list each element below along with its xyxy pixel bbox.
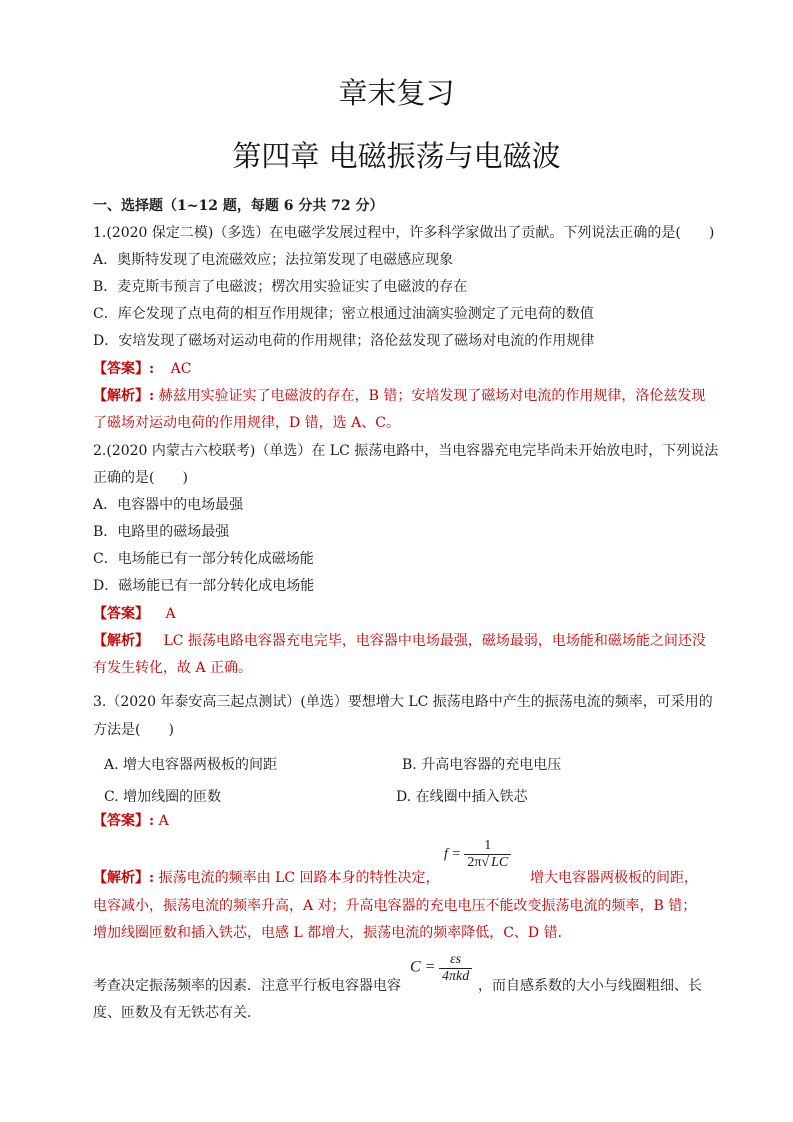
q2-analysis-1: [93, 631, 706, 651]
q2-answer-label: 【答案】: [93, 606, 149, 622]
q2-stem-1: 2.(2020 内蒙古六校联考)（单选）在 LC 振荡电路中，当电容器充电完毕尚未开始放电时，下列说法: [93, 443, 719, 459]
formula-f-denominator: 2π√ LC: [464, 854, 511, 871]
q1-analysis-1: [93, 386, 705, 406]
q3-note-2: 度、匝数及有无铁芯有关．: [93, 1005, 261, 1021]
formula-c-fraction: [439, 952, 472, 985]
q1-option-a: A．奥斯特发现了电流磁效应；法拉第发现了电磁感应现象: [93, 252, 454, 268]
q3-option-d: D. 在线圈中插入铁芯: [396, 789, 528, 805]
q1-answer: [93, 359, 191, 379]
q1-option-c: C．库仑发现了点电荷的相互作用规律；密立根通过油滴实验测定了元电荷的数值: [93, 306, 594, 322]
q2-stem-2: 正确的是( ): [93, 470, 188, 486]
q1-analysis-text-1: 赫兹用实验证实了电磁波的存在，B 错；安培发现了磁场对电流的作用规律，洛伦兹发现: [158, 388, 706, 404]
q3-stem-1: 3.（2020 年泰安高三起点测试）(单选）要想增大 LC 振荡电路中产生的振荡电流的频率，可采用的: [93, 694, 713, 710]
formula-c-lhs: C =: [410, 958, 436, 976]
q3-analysis-3: 增加线圈匝数和插入铁芯，电感 L 都增大，振荡电流的频率降低，C、D 错．: [93, 925, 572, 941]
q1-analysis-label: 【解析】:: [93, 388, 155, 404]
q2-analysis-2: 有发生转化，故 A 正确。: [93, 660, 253, 676]
q2-answer-value: A: [165, 606, 176, 622]
page-title: 章末复习: [338, 76, 455, 110]
chapter-title: 第四章 电磁振荡与电磁波: [232, 139, 561, 173]
q3-answer-value: A: [158, 813, 169, 829]
q2-option-a: A．电容器中的电场最强: [93, 497, 244, 513]
q3-answer-label: 【答案】:: [93, 813, 155, 829]
q2-option-b: B．电路里的磁场最强: [93, 524, 230, 540]
formula-f-lhs: f =: [444, 846, 461, 862]
q3-note-1a: 考查决定振荡频率的因素．注意平行板电容器电容: [93, 978, 401, 994]
q3-answer: [93, 811, 169, 831]
formula-c-numerator: εs: [450, 952, 462, 967]
q3-analysis-label: 【解析】:: [93, 870, 155, 886]
q1-answer-value: AC: [170, 361, 192, 377]
capacitance-formula: [410, 952, 472, 985]
q3-option-b: B. 升高电容器的充电电压: [402, 757, 562, 773]
q1-stem: 1.(2020 保定二模)（多选）在电磁学发展过程中，许多科学家做出了贡献。下列说法正确的是( ): [93, 225, 715, 241]
q3-note-1b: ，而自感系数的大小与线圈粗细、长: [478, 978, 702, 994]
q3-analysis-1a: [93, 868, 440, 888]
q3-analysis-text-1a: 振荡电流的频率由 LC 回路本身的特性决定，: [158, 870, 440, 886]
formula-c-denominator: 4πkd: [439, 968, 472, 985]
formula-f-den-radicand: LC: [491, 855, 509, 870]
q3-option-c: C. 增加线圈的匝数: [104, 789, 222, 805]
q1-analysis-2: 了磁场对运动电荷的作用规律，D 错，选 A、C。: [93, 415, 400, 431]
q2-analysis-label: 【解析】: [93, 633, 149, 649]
formula-f-fraction: [464, 838, 511, 871]
q3-analysis-1b: 增大电容器两极板的间距，: [530, 870, 698, 886]
q1-option-b: B．麦克斯韦预言了电磁波；楞次用实验证实了电磁波的存在: [93, 279, 468, 295]
frequency-formula: [444, 838, 511, 871]
q3-analysis-2: 电容减小，振荡电流的频率升高，A 对；升高电容器的充电电压不能改变振荡电流的频率，B 错；: [93, 898, 697, 914]
q2-option-d: D．磁场能已有一部分转化成电场能: [93, 578, 315, 594]
q3-stem-2: 方法是( ): [93, 722, 174, 738]
q1-answer-label: 【答案】:: [93, 361, 155, 377]
q2-analysis-text-1: LC 振荡电路电容器充电完毕，电容器中电场最强，磁场最弱，电场能和磁场能之间还没: [163, 633, 706, 649]
section-heading: 一、选择题（1~12 题，每题 6 分共 72 分）: [93, 198, 384, 214]
q3-option-a: A. 增大电容器两极板的间距: [104, 757, 278, 773]
formula-f-den-pre: 2π: [467, 855, 482, 870]
q2-answer: [93, 604, 176, 624]
q1-option-d: D．安培发现了磁场对运动电荷的作用规律；洛伦兹发现了磁场对电流的作用规律: [93, 333, 595, 349]
q2-option-c: C．电场能已有一部分转化成磁场能: [93, 551, 314, 567]
formula-f-numerator: 1: [484, 838, 492, 853]
